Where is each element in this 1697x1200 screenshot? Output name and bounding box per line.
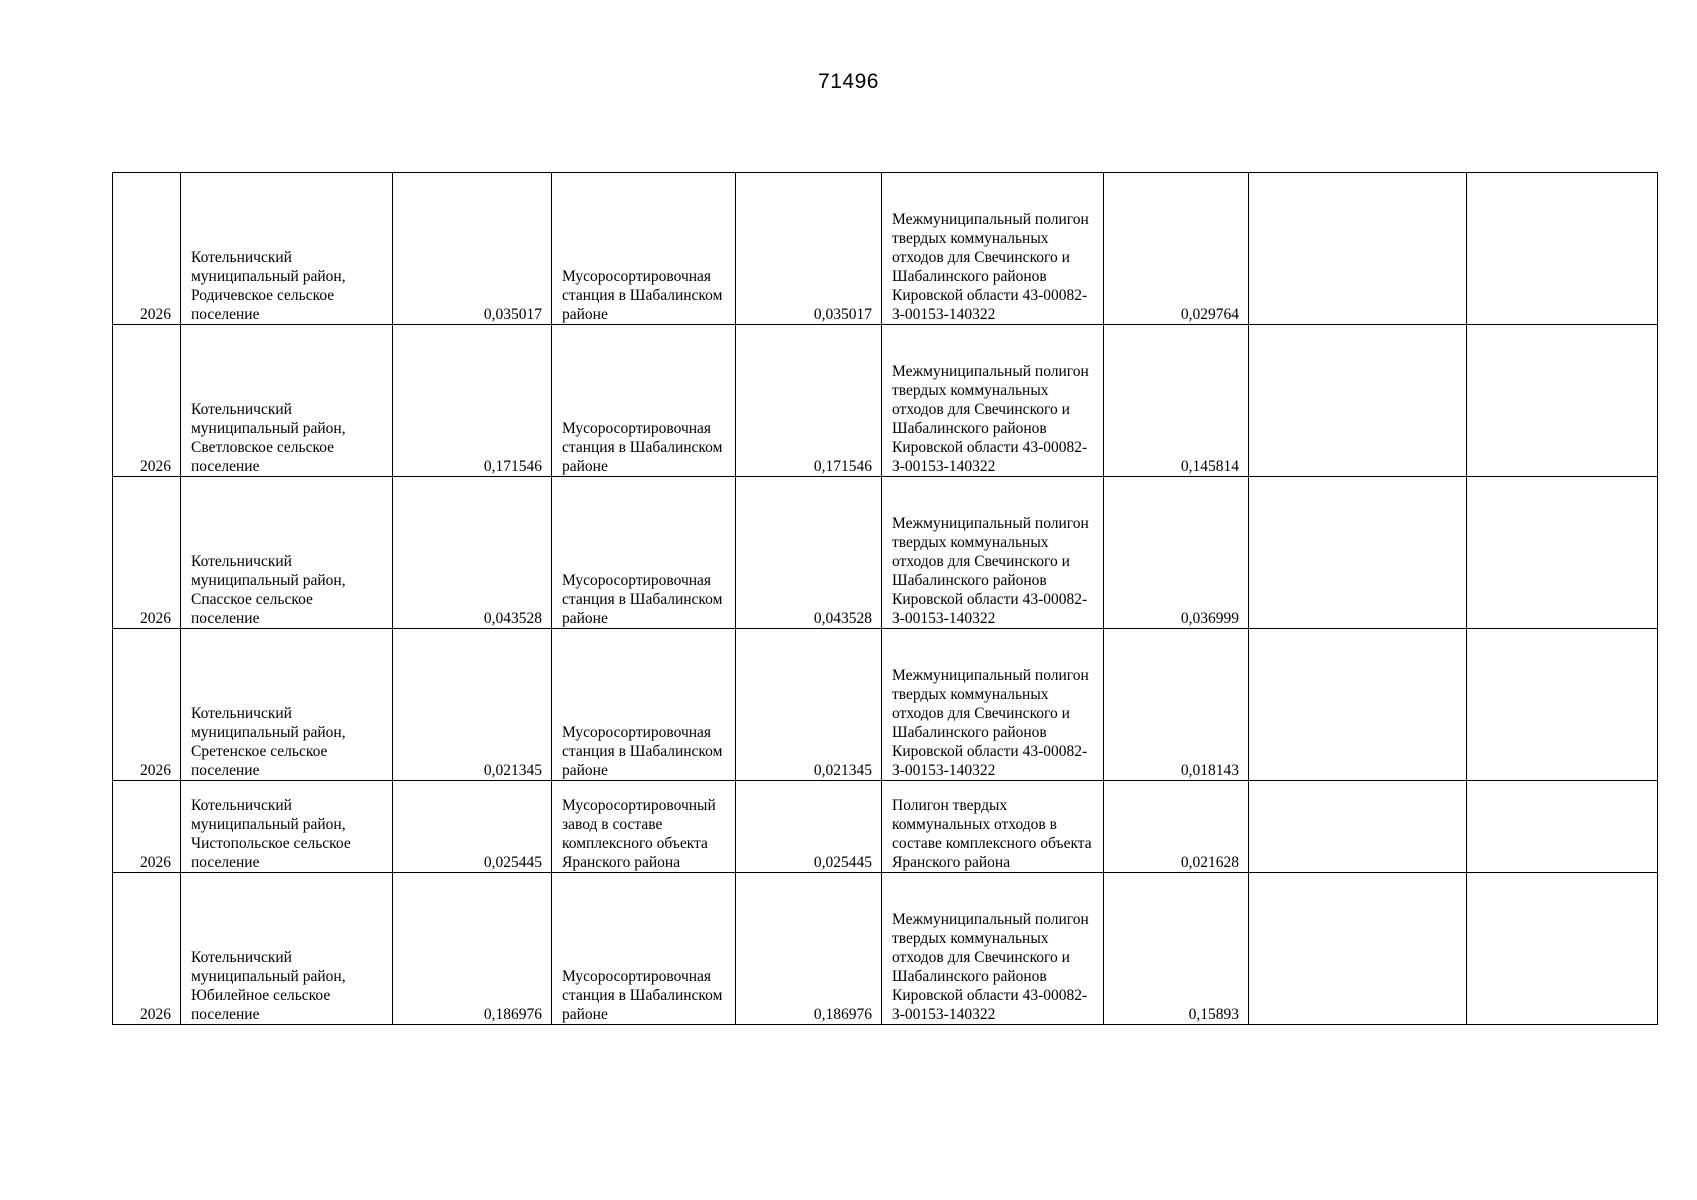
cell-year: 2026 (113, 325, 181, 477)
cell-empty-2 (1467, 325, 1658, 477)
cell-facility: Мусоросортировочная станция в Шабалинском районе (552, 173, 736, 325)
cell-value-2: 0,186976 (736, 873, 882, 1025)
cell-landfill: Межмуниципальный полигон твердых коммунальных отходов для Свечинского и Шабалинского районов Кировской области 43-00082-З-00153-140322 (882, 477, 1104, 629)
cell-facility: Мусоросортировочная станция в Шабалинском районе (552, 325, 736, 477)
cell-settlement: Котельничский муниципальный район, Спасское сельское поселение (181, 477, 393, 629)
cell-value-2: 0,021345 (736, 629, 882, 781)
table-row (113, 173, 1658, 325)
cell-empty-2 (1467, 477, 1658, 629)
cell-facility: Мусоросортировочная станция в Шабалинском районе (552, 629, 736, 781)
cell-facility: Мусоросортировочный завод в составе комплексного объекта Яранского района (552, 781, 736, 873)
cell-facility: Мусоросортировочная станция в Шабалинском районе (552, 873, 736, 1025)
cell-empty-1 (1249, 477, 1467, 629)
cell-landfill: Полигон твердых коммунальных отходов в составе комплексного объекта Яранского района (882, 781, 1104, 873)
cell-value-2: 0,025445 (736, 781, 882, 873)
cell-value-2: 0,035017 (736, 173, 882, 325)
table-row (113, 781, 1658, 873)
cell-value-3: 0,018143 (1104, 629, 1249, 781)
table-row (113, 325, 1658, 477)
cell-value-3: 0,036999 (1104, 477, 1249, 629)
cell-settlement: Котельничский муниципальный район, Юбилейное сельское поселение (181, 873, 393, 1025)
cell-empty-1 (1249, 325, 1467, 477)
table-row (113, 873, 1658, 1025)
table-body (113, 173, 1658, 1025)
cell-settlement: Котельничский муниципальный район, Чистопольское сельское поселение (181, 781, 393, 873)
cell-landfill: Межмуниципальный полигон твердых коммунальных отходов для Свечинского и Шабалинского районов Кировской области 43-00082-З-00153-140322 (882, 173, 1104, 325)
cell-empty-2 (1467, 173, 1658, 325)
data-table (112, 172, 1658, 1025)
cell-value-3: 0,15893 (1104, 873, 1249, 1025)
cell-empty-1 (1249, 629, 1467, 781)
cell-empty-1 (1249, 781, 1467, 873)
cell-year: 2026 (113, 173, 181, 325)
cell-value-3: 0,029764 (1104, 173, 1249, 325)
cell-empty-2 (1467, 629, 1658, 781)
cell-landfill: Межмуниципальный полигон твердых коммунальных отходов для Свечинского и Шабалинского районов Кировской области 43-00082-З-00153-140322 (882, 873, 1104, 1025)
cell-empty-2 (1467, 781, 1658, 873)
cell-value-2: 0,043528 (736, 477, 882, 629)
page-number: 71496 (818, 70, 879, 93)
cell-value-3: 0,145814 (1104, 325, 1249, 477)
cell-settlement: Котельничский муниципальный район, Светловское сельское поселение (181, 325, 393, 477)
cell-year: 2026 (113, 781, 181, 873)
cell-year: 2026 (113, 629, 181, 781)
cell-value-3: 0,021628 (1104, 781, 1249, 873)
cell-value-1: 0,025445 (393, 781, 552, 873)
cell-empty-2 (1467, 873, 1658, 1025)
cell-value-1: 0,043528 (393, 477, 552, 629)
cell-empty-1 (1249, 873, 1467, 1025)
cell-value-1: 0,186976 (393, 873, 552, 1025)
table-row (113, 629, 1658, 781)
cell-value-1: 0,021345 (393, 629, 552, 781)
cell-settlement: Котельничский муниципальный район, Родичевское сельское поселение (181, 173, 393, 325)
cell-year: 2026 (113, 873, 181, 1025)
cell-value-1: 0,035017 (393, 173, 552, 325)
cell-landfill: Межмуниципальный полигон твердых коммунальных отходов для Свечинского и Шабалинского районов Кировской области 43-00082-З-00153-140322 (882, 325, 1104, 477)
cell-value-1: 0,171546 (393, 325, 552, 477)
cell-landfill: Межмуниципальный полигон твердых коммунальных отходов для Свечинского и Шабалинского районов Кировской области 43-00082-З-00153-140322 (882, 629, 1104, 781)
cell-empty-1 (1249, 173, 1467, 325)
cell-settlement: Котельничский муниципальный район, Сретенское сельское поселение (181, 629, 393, 781)
cell-facility: Мусоросортировочная станция в Шабалинском районе (552, 477, 736, 629)
cell-year: 2026 (113, 477, 181, 629)
table-row (113, 477, 1658, 629)
cell-value-2: 0,171546 (736, 325, 882, 477)
